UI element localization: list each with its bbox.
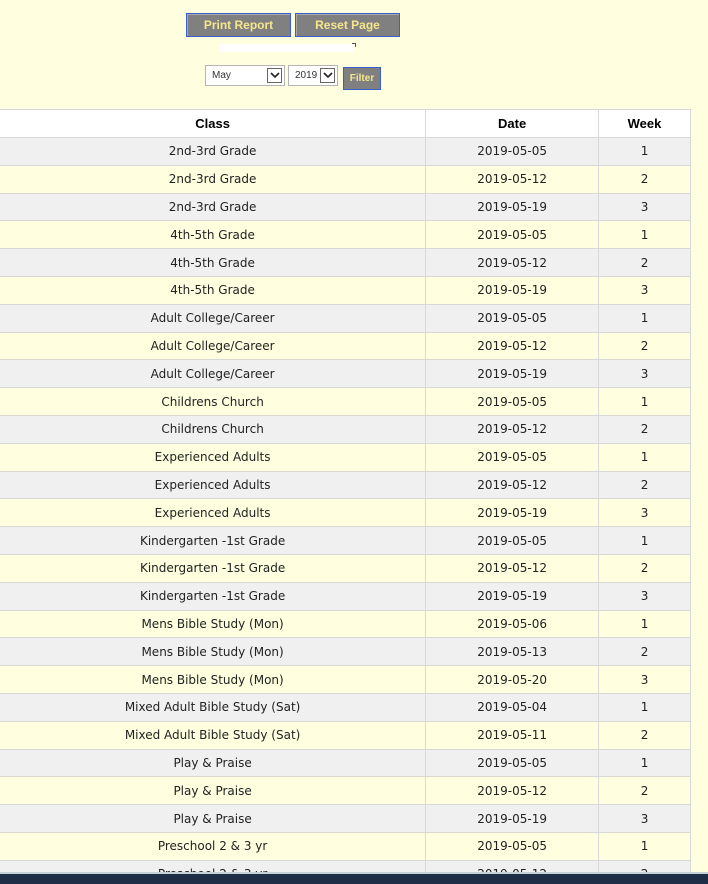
year-select-value: 2019 [295,70,318,81]
date-cell: 2019-05-05 [426,388,599,416]
week-cell: 3 [599,582,691,610]
table-row [0,388,691,416]
date-cell: 2019-05-12 [426,777,599,805]
date-cell: 2019-05-11 [426,721,599,749]
class-cell: 2nd-3rd Grade [0,193,426,221]
class-cell: Adult College/Career [0,304,426,332]
date-cell: 2019-05-05 [426,221,599,249]
table-row [0,165,691,193]
date-cell: 2019-05-06 [426,610,599,638]
date-cell: 2019-05-13 [426,638,599,666]
table-row [0,638,691,666]
week-cell: 2 [599,332,691,360]
date-cell: 2019-05-12 [426,471,599,499]
week-cell: 2 [599,554,691,582]
class-cell: 4th-5th Grade [0,221,426,249]
date-cell: 2019-05-19 [426,582,599,610]
date-cell: 2019-05-12 [426,165,599,193]
table-row [0,554,691,582]
week-cell: 2 [599,165,691,193]
attendance-table [0,109,691,884]
week-cell: 2 [599,471,691,499]
week-cell: 1 [599,610,691,638]
table-row [0,471,691,499]
table-row [0,582,691,610]
date-cell: 2019-05-19 [426,360,599,388]
date-cell: 2019-05-05 [426,749,599,777]
class-cell: Mixed Adult Bible Study (Sat) [0,721,426,749]
week-cell: 3 [599,805,691,833]
class-cell: 4th-5th Grade [0,249,426,277]
week-cell: 3 [599,499,691,527]
date-cell: 2019-05-19 [426,193,599,221]
date-cell: 2019-05-12 [426,554,599,582]
table-row [0,443,691,471]
date-cell: 2019-05-12 [426,332,599,360]
class-cell: Mens Bible Study (Mon) [0,610,426,638]
table-row [0,777,691,805]
class-cell: Mens Bible Study (Mon) [0,666,426,694]
class-cell: Mixed Adult Bible Study (Sat) [0,693,426,721]
class-cell: Adult College/Career [0,360,426,388]
class-cell: Kindergarten -1st Grade [0,554,426,582]
date-cell: 2019-05-04 [426,693,599,721]
column-header-week[interactable]: Week [599,110,691,138]
table-row [0,499,691,527]
class-cell: 4th-5th Grade [0,276,426,304]
print-report-button[interactable]: Print Report [186,13,291,37]
redacted-label [220,44,354,52]
class-cell: Experienced Adults [0,499,426,527]
class-cell: Childrens Church [0,388,426,416]
date-cell: 2019-05-20 [426,666,599,694]
date-cell: 2019-05-05 [426,443,599,471]
week-cell: 1 [599,527,691,555]
table-row [0,360,691,388]
date-cell: 2019-05-05 [426,832,599,860]
week-cell: 1 [599,138,691,166]
table-row [0,721,691,749]
week-cell: 1 [599,832,691,860]
date-cell: 2019-05-05 [426,138,599,166]
week-cell: 2 [599,638,691,666]
table-row [0,304,691,332]
window-bottom-bar [0,872,708,884]
date-cell: 2019-05-12 [426,249,599,277]
table-row [0,415,691,443]
week-cell: 1 [599,304,691,332]
week-cell: 3 [599,276,691,304]
week-cell: 1 [599,693,691,721]
table-row [0,693,691,721]
table-row [0,666,691,694]
class-cell: Preschool 2 & 3 yr [0,832,426,860]
table-row [0,276,691,304]
week-cell: 1 [599,388,691,416]
week-cell: 2 [599,249,691,277]
class-cell: Childrens Church [0,415,426,443]
class-cell: Play & Praise [0,805,426,833]
class-cell: Mens Bible Study (Mon) [0,638,426,666]
table-header-row [0,110,691,138]
year-select[interactable] [288,65,338,86]
week-cell: 3 [599,360,691,388]
week-cell: 1 [599,221,691,249]
week-cell: 1 [599,749,691,777]
class-cell: Adult College/Career [0,332,426,360]
table-row [0,610,691,638]
class-cell: Experienced Adults [0,471,426,499]
class-cell: Kindergarten -1st Grade [0,527,426,555]
table-row [0,249,691,277]
date-cell: 2019-05-05 [426,304,599,332]
table-row [0,221,691,249]
class-cell: Kindergarten -1st Grade [0,582,426,610]
week-cell: 2 [599,415,691,443]
date-cell: 2019-05-05 [426,527,599,555]
table-row [0,832,691,860]
table-row [0,193,691,221]
column-header-date[interactable]: Date [426,110,599,138]
table-row [0,138,691,166]
date-cell: 2019-05-19 [426,805,599,833]
week-cell: 2 [599,777,691,805]
class-cell: Play & Praise [0,777,426,805]
date-cell: 2019-05-19 [426,276,599,304]
class-cell: Experienced Adults [0,443,426,471]
table-row [0,749,691,777]
date-cell: 2019-05-12 [426,415,599,443]
class-cell: 2nd-3rd Grade [0,165,426,193]
date-cell: 2019-05-19 [426,499,599,527]
month-select-value: May [212,70,231,81]
table-row [0,805,691,833]
class-cell: Play & Praise [0,749,426,777]
table-row [0,332,691,360]
column-header-class[interactable]: Class [0,110,426,138]
week-cell: 2 [599,721,691,749]
reset-page-button[interactable]: Reset Page [295,13,400,37]
table-body [0,138,691,884]
week-cell: 3 [599,193,691,221]
month-select[interactable] [205,65,285,86]
table-row [0,527,691,555]
week-cell: 1 [599,443,691,471]
week-cell: 3 [599,666,691,694]
filter-button[interactable]: Filter [343,67,381,90]
chevron-down-icon[interactable] [267,68,282,83]
class-cell: 2nd-3rd Grade [0,138,426,166]
attendance-table-container [0,109,691,884]
chevron-down-icon[interactable] [320,68,335,83]
